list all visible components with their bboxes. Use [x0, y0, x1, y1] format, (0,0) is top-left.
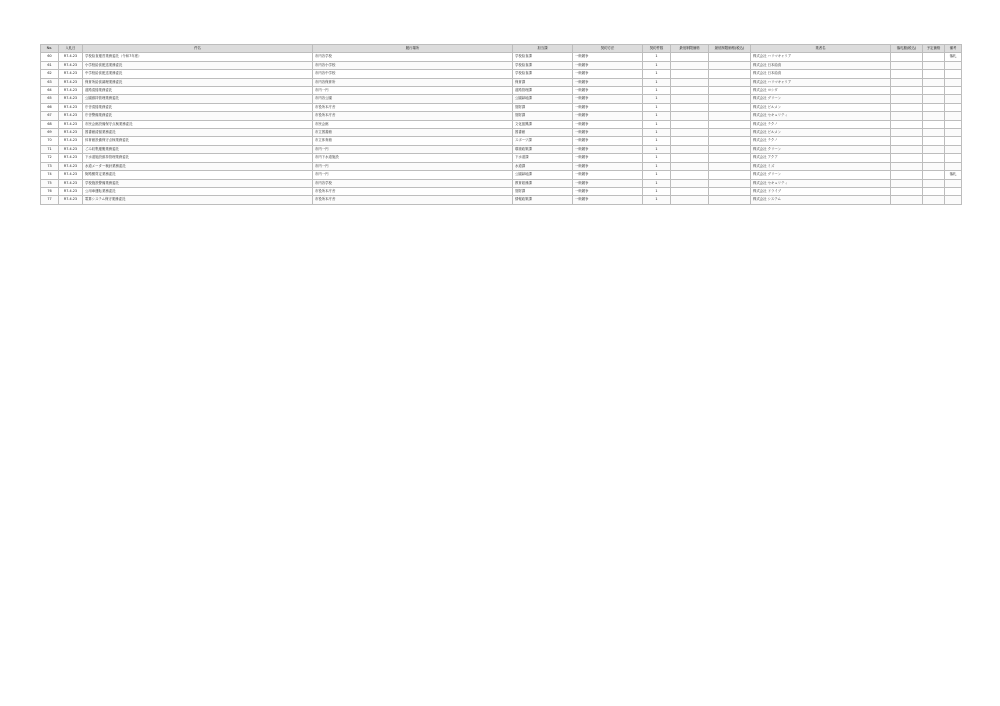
table-cell — [671, 61, 709, 69]
table-cell — [945, 162, 962, 170]
table-cell: 76 — [41, 187, 59, 195]
table-cell: R7.4.23 — [59, 145, 83, 153]
table-cell: 教育総務課 — [513, 179, 573, 187]
table-cell: 1 — [643, 53, 671, 61]
table-cell — [945, 145, 962, 153]
table-cell — [671, 154, 709, 162]
table-cell: 公園緑地課 — [513, 95, 573, 103]
table-cell: 市内一円 — [313, 171, 513, 179]
table-cell — [891, 103, 923, 111]
table-cell — [923, 103, 945, 111]
table-cell: 株式会社 セキュリティ — [751, 179, 891, 187]
table-cell — [945, 179, 962, 187]
table-cell: 株式会社 テクノ — [751, 137, 891, 145]
table-cell: 1 — [643, 87, 671, 95]
table-cell — [945, 112, 962, 120]
table-cell: R7.4.23 — [59, 162, 83, 170]
column-header: 業者名 — [751, 45, 891, 53]
table-cell: 市民会館 — [313, 120, 513, 128]
table-cell: 市内一円 — [313, 162, 513, 170]
table-cell: 図書館清掃業務委託 — [83, 129, 313, 137]
table-cell: 市内各中学校 — [313, 70, 513, 78]
table-row — [41, 70, 962, 78]
table-cell — [709, 196, 751, 204]
table-cell: 学校給食課 — [513, 61, 573, 69]
table-cell — [671, 171, 709, 179]
table-cell — [671, 87, 709, 95]
column-header: No. — [41, 45, 59, 53]
table-cell — [891, 53, 923, 61]
table-cell: 65 — [41, 95, 59, 103]
table-cell — [891, 120, 923, 128]
table-cell: 株式会社 ハリマキャリア — [751, 53, 891, 61]
table-cell — [891, 137, 923, 145]
table-cell: R7.4.23 — [59, 112, 83, 120]
table-cell: 情報政策課 — [513, 196, 573, 204]
table-cell: スポーツ課 — [513, 137, 573, 145]
table-cell: R7.4.23 — [59, 78, 83, 86]
table-cell: 一般競争 — [573, 95, 643, 103]
table-cell: 市役所本庁舎 — [313, 112, 513, 120]
bid-results-sheet — [40, 44, 961, 205]
table-cell: 1 — [643, 61, 671, 69]
table-cell — [945, 70, 962, 78]
table-row — [41, 145, 962, 153]
table-cell: 77 — [41, 196, 59, 204]
table-row — [41, 95, 962, 103]
table-cell: R7.4.23 — [59, 137, 83, 145]
column-header: 契約件数 — [643, 45, 671, 53]
table-cell: 1 — [643, 154, 671, 162]
table-cell — [923, 196, 945, 204]
table-cell: 1 — [643, 78, 671, 86]
table-row — [41, 187, 962, 195]
table-cell: 株式会社 テクノ — [751, 120, 891, 128]
table-cell — [709, 70, 751, 78]
table-cell — [709, 154, 751, 162]
table-row — [41, 137, 962, 145]
table-cell — [923, 78, 945, 86]
table-cell: 管財課 — [513, 103, 573, 111]
table-cell: 中学校給食配送業務委託 — [83, 70, 313, 78]
column-header: 最低制限価格(税込) — [709, 45, 751, 53]
table-cell — [671, 95, 709, 103]
table-cell — [891, 78, 923, 86]
table-cell: 株式会社 グリーン — [751, 95, 891, 103]
table-row — [41, 103, 962, 111]
table-cell: 株式会社 ハリマキャリア — [751, 78, 891, 86]
table-cell: 市民会館設備保守点検業務委託 — [83, 120, 313, 128]
table-cell — [923, 187, 945, 195]
table-cell: 73 — [41, 162, 59, 170]
table-cell: 一般競争 — [573, 171, 643, 179]
table-cell — [671, 70, 709, 78]
table-cell: 株式会社 システム — [751, 196, 891, 204]
table-cell — [709, 171, 751, 179]
table-cell: 一般競争 — [573, 162, 643, 170]
table-cell — [891, 112, 923, 120]
table-cell: 管財課 — [513, 187, 573, 195]
table-cell: 64 — [41, 87, 59, 95]
table-cell — [671, 129, 709, 137]
table-cell: 市内各学校 — [313, 179, 513, 187]
table-cell — [671, 162, 709, 170]
bid-results-table — [40, 44, 962, 205]
table-cell: 一般競争 — [573, 112, 643, 120]
table-cell — [923, 154, 945, 162]
table-cell: ごみ収集運搬業務委託 — [83, 145, 313, 153]
table-cell: 株式会社 日本給食 — [751, 61, 891, 69]
table-cell — [671, 53, 709, 61]
table-cell — [923, 137, 945, 145]
table-cell: 市内一円 — [313, 145, 513, 153]
table-cell — [891, 129, 923, 137]
table-cell — [945, 95, 962, 103]
column-header: 履行場所 — [313, 45, 513, 53]
table-cell — [671, 137, 709, 145]
table-row — [41, 61, 962, 69]
table-cell: 小学校給食配送業務委託 — [83, 61, 313, 69]
table-cell: 70 — [41, 137, 59, 145]
table-cell: 一般競争 — [573, 120, 643, 128]
table-cell — [945, 137, 962, 145]
table-cell — [891, 87, 923, 95]
table-cell: 保育課 — [513, 78, 573, 86]
column-header: 落札額(税込) — [891, 45, 923, 53]
table-cell: R7.4.23 — [59, 129, 83, 137]
table-cell — [945, 103, 962, 111]
table-row — [41, 196, 962, 204]
column-header: 件名 — [83, 45, 313, 53]
table-cell: 株式会社 ビルメン — [751, 103, 891, 111]
column-header: 備考 — [945, 45, 962, 53]
table-cell — [923, 70, 945, 78]
table-cell: 一般競争 — [573, 53, 643, 61]
table-cell: 一般競争 — [573, 179, 643, 187]
table-cell: 水道課 — [513, 162, 573, 170]
table-cell — [945, 154, 962, 162]
table-cell: 75 — [41, 179, 59, 187]
table-cell: R7.4.23 — [59, 187, 83, 195]
table-cell: 一般競争 — [573, 187, 643, 195]
table-cell: 管財課 — [513, 112, 573, 120]
table-cell: 落札 — [945, 171, 962, 179]
table-cell: 1 — [643, 179, 671, 187]
table-cell — [945, 196, 962, 204]
table-body — [41, 53, 962, 204]
table-cell — [891, 162, 923, 170]
table-cell: 学校給食課 — [513, 53, 573, 61]
table-cell: 株式会社 セキュリティ — [751, 112, 891, 120]
table-cell: 株式会社 クリーン — [751, 145, 891, 153]
table-cell: 一般競争 — [573, 78, 643, 86]
table-cell — [923, 61, 945, 69]
table-cell: 一般競争 — [573, 154, 643, 162]
table-cell: 一般競争 — [573, 145, 643, 153]
table-cell: R7.4.23 — [59, 196, 83, 204]
table-cell: R7.4.23 — [59, 120, 83, 128]
table-cell: 市立図書館 — [313, 129, 513, 137]
table-cell: 1 — [643, 112, 671, 120]
table-cell: 株式会社 ビルメン — [751, 129, 891, 137]
table-cell — [945, 187, 962, 195]
table-cell: 市役所本庁舎 — [313, 187, 513, 195]
table-cell: 水道メーター検針業務委託 — [83, 162, 313, 170]
table-cell — [891, 171, 923, 179]
table-cell: 下水道課 — [513, 154, 573, 162]
table-cell: 図書館 — [513, 129, 573, 137]
table-cell — [891, 95, 923, 103]
table-cell: 市役所本庁舎 — [313, 196, 513, 204]
table-cell — [709, 179, 751, 187]
table-row — [41, 120, 962, 128]
table-row — [41, 171, 962, 179]
table-cell: R7.4.23 — [59, 70, 83, 78]
table-cell: 文化振興課 — [513, 120, 573, 128]
table-row — [41, 87, 962, 95]
table-cell: 市役所本庁舎 — [313, 103, 513, 111]
table-row — [41, 162, 962, 170]
table-cell: 市内各公園 — [313, 95, 513, 103]
table-cell: 61 — [41, 61, 59, 69]
table-cell: 1 — [643, 120, 671, 128]
table-cell — [709, 61, 751, 69]
table-cell — [945, 61, 962, 69]
table-cell — [891, 196, 923, 204]
table-cell — [891, 70, 923, 78]
table-cell — [923, 179, 945, 187]
table-cell — [709, 103, 751, 111]
table-cell — [945, 87, 962, 95]
table-cell: 環境政策課 — [513, 145, 573, 153]
table-cell — [709, 78, 751, 86]
table-row — [41, 129, 962, 137]
table-cell: 保育所給食調理業務委託 — [83, 78, 313, 86]
column-header: 契約方法 — [573, 45, 643, 53]
table-cell — [709, 187, 751, 195]
table-cell — [923, 129, 945, 137]
table-cell: 株式会社 グリーン — [751, 171, 891, 179]
table-cell — [945, 120, 962, 128]
table-row — [41, 179, 962, 187]
table-cell: 学校給食運営業務委託（令和7年度） — [83, 53, 313, 61]
table-cell: 一般競争 — [573, 137, 643, 145]
table-cell — [709, 137, 751, 145]
table-cell — [709, 162, 751, 170]
table-cell: R7.4.23 — [59, 154, 83, 162]
table-cell — [671, 112, 709, 120]
table-cell: 1 — [643, 137, 671, 145]
table-cell: 67 — [41, 112, 59, 120]
table-cell: R7.4.23 — [59, 95, 83, 103]
table-cell — [923, 120, 945, 128]
table-cell: 市内各学校 — [313, 53, 513, 61]
table-cell: 公用車運転業務委託 — [83, 187, 313, 195]
table-cell: 1 — [643, 95, 671, 103]
table-cell — [709, 95, 751, 103]
table-cell — [945, 78, 962, 86]
table-cell: 一般競争 — [573, 70, 643, 78]
table-cell: 1 — [643, 196, 671, 204]
table-cell: 60 — [41, 53, 59, 61]
table-cell — [671, 196, 709, 204]
table-cell: 市内一円 — [313, 87, 513, 95]
table-cell — [923, 162, 945, 170]
table-cell: R7.4.23 — [59, 179, 83, 187]
table-cell — [671, 187, 709, 195]
table-cell — [923, 112, 945, 120]
table-cell: 1 — [643, 103, 671, 111]
table-cell: 市内下水道施設 — [313, 154, 513, 162]
table-cell: 一般競争 — [573, 196, 643, 204]
table-cell — [923, 53, 945, 61]
table-cell: 学校給食課 — [513, 70, 573, 78]
table-cell: 1 — [643, 70, 671, 78]
table-cell: 庁舎警備業務委託 — [83, 112, 313, 120]
table-cell: 72 — [41, 154, 59, 162]
table-header-row — [41, 45, 962, 53]
table-cell: 電算システム保守業務委託 — [83, 196, 313, 204]
table-cell: 公園維持管理業務委託 — [83, 95, 313, 103]
table-cell — [709, 112, 751, 120]
table-cell: 株式会社 アクア — [751, 154, 891, 162]
table-cell — [891, 187, 923, 195]
table-cell — [945, 129, 962, 137]
table-row — [41, 78, 962, 86]
table-cell: 道路管理課 — [513, 87, 573, 95]
table-cell: R7.4.23 — [59, 171, 83, 179]
table-cell: 63 — [41, 78, 59, 86]
table-cell — [671, 179, 709, 187]
table-cell: 74 — [41, 171, 59, 179]
column-header: 入札日 — [59, 45, 83, 53]
table-cell: 66 — [41, 103, 59, 111]
table-cell: 道路清掃業務委託 — [83, 87, 313, 95]
table-cell — [709, 120, 751, 128]
table-cell: 1 — [643, 187, 671, 195]
table-cell: 68 — [41, 120, 59, 128]
table-cell: 1 — [643, 162, 671, 170]
table-cell — [923, 145, 945, 153]
table-cell: 1 — [643, 171, 671, 179]
table-cell: 株式会社 日本給食 — [751, 70, 891, 78]
table-row — [41, 53, 962, 61]
table-cell: R7.4.23 — [59, 61, 83, 69]
table-cell — [709, 87, 751, 95]
table-cell — [923, 87, 945, 95]
column-header: 予定価格 — [923, 45, 945, 53]
column-header: 最低制限価格 — [671, 45, 709, 53]
table-cell: 体育館設備保守点検業務委託 — [83, 137, 313, 145]
table-cell: 学校施設警備業務委託 — [83, 179, 313, 187]
table-cell — [923, 95, 945, 103]
table-cell: 下水道施設維持管理業務委託 — [83, 154, 313, 162]
table-cell: 落札 — [945, 53, 962, 61]
table-row — [41, 112, 962, 120]
table-cell: R7.4.23 — [59, 53, 83, 61]
table-cell: 一般競争 — [573, 129, 643, 137]
table-cell: 市内各保育所 — [313, 78, 513, 86]
table-cell: 71 — [41, 145, 59, 153]
table-cell — [709, 145, 751, 153]
table-cell — [891, 61, 923, 69]
table-cell — [891, 145, 923, 153]
table-cell: 市内各小学校 — [313, 61, 513, 69]
column-header: 担当課 — [513, 45, 573, 53]
table-cell: 街路樹剪定業務委託 — [83, 171, 313, 179]
table-cell: 一般競争 — [573, 103, 643, 111]
table-cell: 公園緑地課 — [513, 171, 573, 179]
table-cell: 株式会社 ドライブ — [751, 187, 891, 195]
table-cell — [671, 78, 709, 86]
table-cell — [709, 53, 751, 61]
table-cell: R7.4.23 — [59, 103, 83, 111]
table-cell — [671, 145, 709, 153]
table-cell: 62 — [41, 70, 59, 78]
table-cell: R7.4.23 — [59, 87, 83, 95]
table-cell: 市立体育館 — [313, 137, 513, 145]
table-cell: 一般競争 — [573, 61, 643, 69]
table-cell: 69 — [41, 129, 59, 137]
table-cell — [891, 179, 923, 187]
table-cell — [923, 171, 945, 179]
table-cell: 1 — [643, 129, 671, 137]
table-cell: 株式会社 ミズ — [751, 162, 891, 170]
table-row — [41, 154, 962, 162]
table-cell — [671, 120, 709, 128]
table-cell: 1 — [643, 145, 671, 153]
table-cell: 庁舎清掃業務委託 — [83, 103, 313, 111]
table-cell: 株式会社 ヨシダ — [751, 87, 891, 95]
table-cell — [709, 129, 751, 137]
table-cell — [891, 154, 923, 162]
table-cell — [671, 103, 709, 111]
table-cell: 一般競争 — [573, 87, 643, 95]
